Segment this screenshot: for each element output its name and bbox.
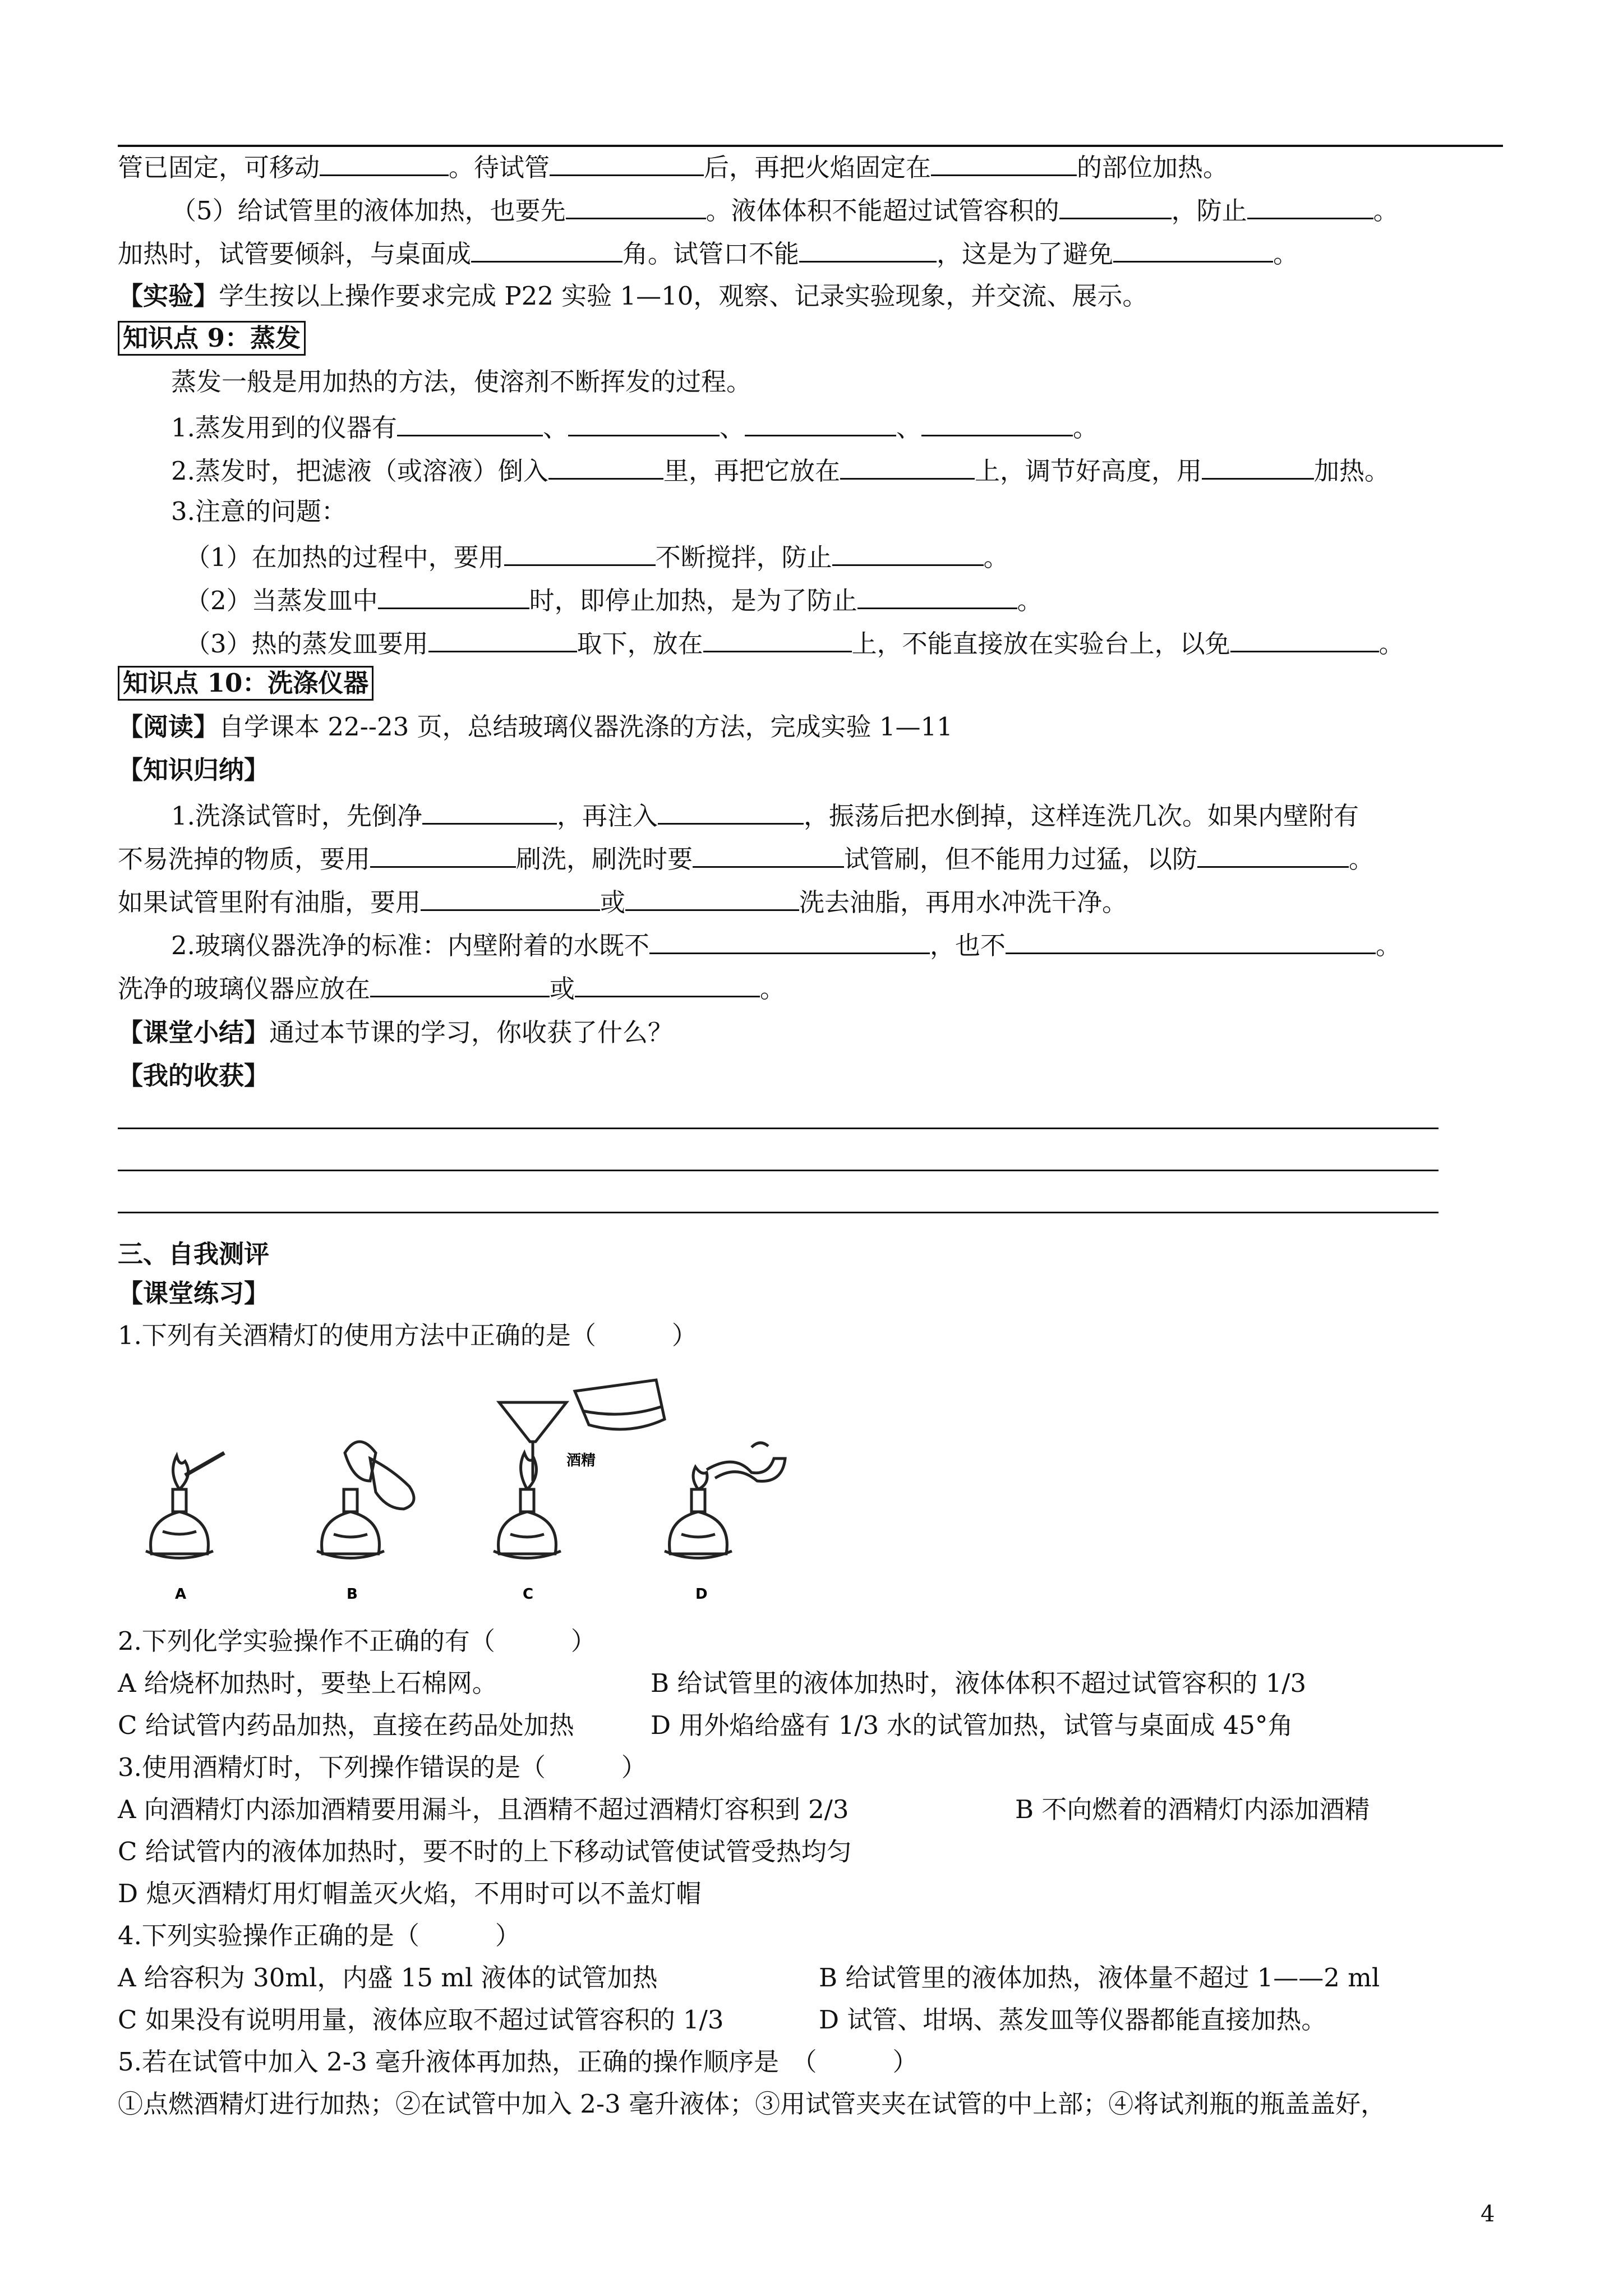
top-rule: [118, 145, 1503, 147]
line-fix-flame: 管已固定，可移动 。待试管 后，再把火焰固定在 的部位加热。: [118, 148, 1228, 185]
fig-text-alcohol: 酒精: [566, 1452, 596, 1469]
q4-row-2: C 如果没有说明用量，液体应取不超过试管容积的 1/3 D 试管、坩埚、蒸发皿等仪器都能直接加热。: [118, 2005, 1327, 2035]
blank[interactable]: [575, 969, 760, 997]
wash-3: 如果试管里附有油脂，要用 或 洗去油脂，再用水冲洗干净。: [118, 882, 1127, 920]
exercise-tag: 【课堂练习】: [118, 1278, 270, 1308]
wash-5: 洗净的玻璃仪器应放在 或 。: [118, 969, 785, 1006]
blank[interactable]: [550, 148, 704, 176]
blank[interactable]: [1006, 926, 1376, 954]
question-5: 5.若在试管中加入 2-3 毫升液体再加热，正确的操作顺序是 （ ）: [118, 2047, 918, 2077]
answer-line[interactable]: [118, 1212, 1438, 1213]
blank[interactable]: [832, 537, 984, 566]
blank[interactable]: [568, 408, 720, 436]
blank[interactable]: [1197, 839, 1349, 868]
wash-1: 1.洗涤试管时，先倒净 ，再注入 ，振荡后把水倒掉，这样连洗几次。如果内壁附有: [171, 796, 1359, 834]
blank[interactable]: [703, 624, 852, 652]
lamp-d: [665, 1443, 785, 1558]
alcohol-lamp-figure: [129, 1369, 819, 1604]
lamp-b: [317, 1442, 414, 1558]
q3-row-1: A 向酒精灯内添加酒精要用漏斗，且酒精不超过酒精灯容积到 2/3 B 不向燃着的酒精灯内添加酒精: [118, 1795, 1370, 1824]
blank[interactable]: [504, 537, 656, 566]
evap-intro: 蒸发一般是用加热的方法，使溶剂不断挥发的过程。: [171, 367, 752, 397]
question-2: 2.下列化学实验操作不正确的有（ ）: [118, 1626, 596, 1656]
question-1: 1.下列有关酒精灯的使用方法中正确的是（ ）: [118, 1320, 697, 1350]
blank[interactable]: [649, 926, 930, 954]
kp10-heading: 知识点 10：洗涤仪器: [118, 666, 374, 701]
reading-line: 【阅读】自学课本 22--23 页，总结玻璃仪器洗涤的方法，完成实验 1—11: [118, 712, 953, 742]
fig-label-d: D: [695, 1586, 708, 1603]
question-3: 3.使用酒精灯时，下列操作错误的是（ ）: [118, 1752, 647, 1782]
blank[interactable]: [397, 408, 543, 436]
blank[interactable]: [320, 148, 449, 176]
lamp-a: [146, 1453, 224, 1558]
blank[interactable]: [1202, 451, 1314, 480]
blank[interactable]: [370, 969, 550, 997]
blank[interactable]: [370, 839, 516, 868]
blank[interactable]: [1230, 624, 1379, 652]
my-gains: 【我的收获】: [118, 1061, 270, 1091]
blank[interactable]: [566, 191, 706, 219]
blank[interactable]: [548, 451, 663, 480]
evap-note-2: （2）当蒸发皿中 时，即停止加热，是为了防止 。: [185, 581, 1043, 618]
blank[interactable]: [1059, 191, 1172, 219]
answer-line[interactable]: [118, 1170, 1438, 1171]
page-number: 4: [1481, 2201, 1495, 2227]
answer-line[interactable]: [118, 1128, 1438, 1129]
evap-item-2: 2.蒸发时，把滤液（或溶液）倒入 里，再把它放在 上，调节好高度，用 加热。: [171, 451, 1390, 489]
line-experiment: 【实验】学生按以上操作要求完成 P22 实验 1—10，观察、记录实验现象，并交流、展示。: [118, 281, 1148, 311]
evap-item-3: 3.注意的问题：: [171, 496, 347, 526]
evap-note-3: （3）热的蒸发皿要用 取下，放在 上，不能直接放在实验台上，以免 。: [185, 624, 1404, 661]
section-3-title: 三、自我测评: [118, 1239, 270, 1269]
blank[interactable]: [625, 882, 799, 911]
blank[interactable]: [921, 408, 1073, 436]
q3-row-3: D 熄灭酒精灯用灯帽盖灭火焰，不用时可以不盖灯帽: [118, 1879, 702, 1908]
blank[interactable]: [471, 234, 623, 263]
fig-label-c: C: [523, 1586, 534, 1603]
blank[interactable]: [422, 796, 557, 825]
blank[interactable]: [1113, 234, 1273, 263]
q5-row-1: ①点燃酒精灯进行加热；②在试管中加入 2-3 毫升液体；③用试管夹夹在试管的中上部；④将试剂瓶的瓶盖盖好，: [118, 2089, 1386, 2119]
evap-note-1: （1）在加热的过程中，要用 不断搅拌，防止 。: [185, 537, 1009, 575]
blank[interactable]: [421, 882, 600, 911]
evap-item-1: 1.蒸发用到的仪器有 、 、 、 。: [171, 408, 1098, 445]
question-4: 4.下列实验操作正确的是（ ）: [118, 1921, 520, 1950]
fig-label-a: A: [175, 1586, 187, 1603]
q2-row-1: A 给烧杯加热时，要垫上石棉网。 B 给试管里的液体加热时，液体体积不超过试管容积的 1/3: [118, 1668, 1307, 1698]
line-heat-liquid: （5）给试管里的液体加热，也要先 。液体体积不能超过试管容积的 ，防止 。: [171, 191, 1399, 228]
fig-label-b: B: [347, 1586, 358, 1603]
wash-4: 2.玻璃仪器洗净的标准：内壁附着的水既不 ，也不 。: [171, 926, 1401, 963]
blank[interactable]: [428, 624, 577, 652]
class-summary: 【课堂小结】通过本节课的学习，你收获了什么？: [118, 1018, 674, 1047]
q4-row-1: A 给容积为 30ml，内盛 15 ml 液体的试管加热 B 给试管里的液体加热，液体量不超过 1——2 ml: [118, 1963, 1380, 1993]
blank[interactable]: [931, 148, 1077, 176]
blank[interactable]: [658, 796, 804, 825]
blank[interactable]: [840, 451, 975, 480]
blank[interactable]: [693, 839, 844, 868]
blank[interactable]: [799, 234, 937, 263]
kp9-heading: 知识点 9：蒸发: [118, 321, 306, 356]
q3-row-2: C 给试管内的液体加热时，要不时的上下移动试管使试管受热均匀: [118, 1837, 852, 1866]
blank[interactable]: [378, 581, 529, 609]
summary-tag: 【知识归纳】: [118, 755, 270, 785]
q2-row-2: C 给试管内药品加热，直接在药品处加热 D 用外焰给盛有 1/3 水的试管加热，试管与桌面成 45°角: [118, 1710, 1293, 1740]
line-tilt: 加热时，试管要倾斜，与桌面成 角。试管口不能 ，这是为了避免 。: [118, 234, 1298, 272]
blank[interactable]: [857, 581, 1017, 609]
blank[interactable]: [745, 408, 896, 436]
wash-2: 不易洗掉的物质，要用 刷洗，刷洗时要 试管刷，但不能用力过猛，以防 。: [118, 839, 1374, 877]
blank[interactable]: [1247, 191, 1373, 219]
